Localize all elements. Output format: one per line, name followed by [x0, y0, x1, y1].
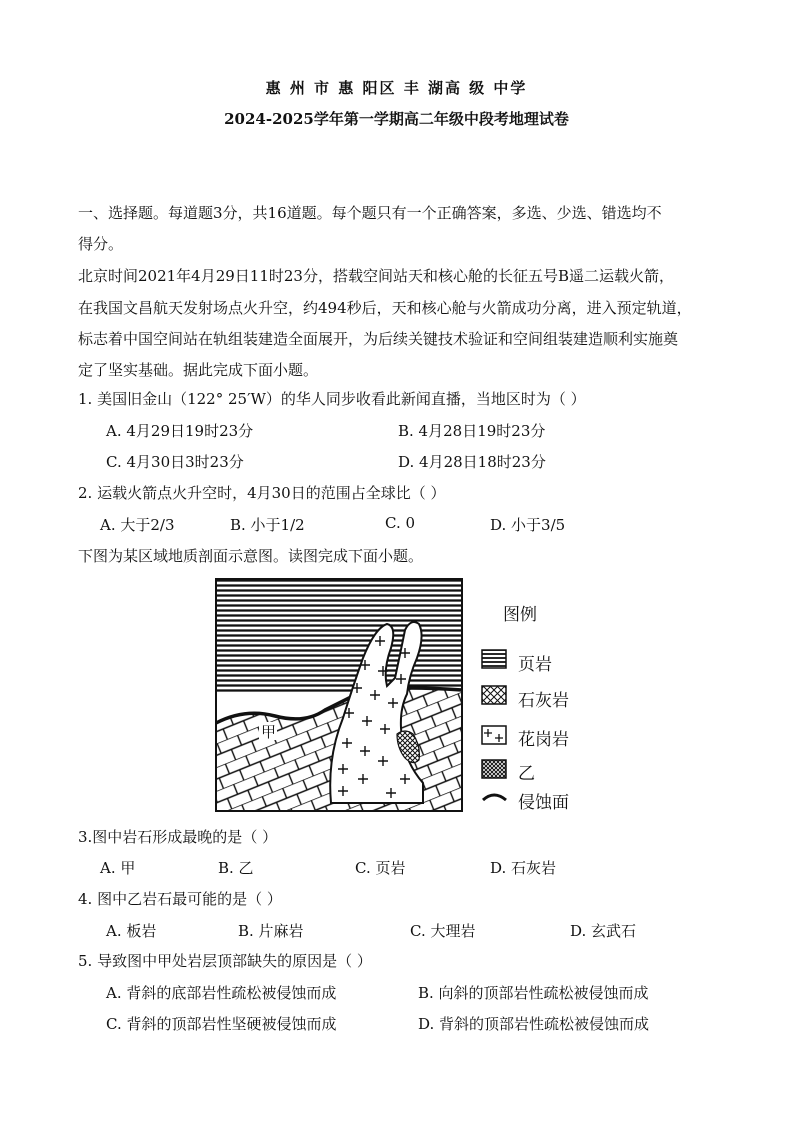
passage1-line: 北京时间2021年4月29日11时23分，搭载空间站天和核心舱的长征五号B遥二运载火箭，: [78, 267, 675, 285]
legend-title: 图例: [503, 605, 537, 625]
legend-shale-swatch: [482, 650, 506, 668]
question-5-option-d: D. 背斜的顶部岩性疏松被侵蚀而成: [418, 1015, 650, 1033]
legend-label-yi: 乙: [518, 764, 535, 784]
legend-label-shale: 页岩: [518, 655, 552, 675]
legend-label-erosion: 侵蚀面: [518, 793, 569, 813]
passage2-text: 下图为某区域地质剖面示意图。读图完成下面小题。: [78, 547, 424, 565]
legend-limestone-swatch: [482, 686, 506, 704]
exam-title: 2024-2025学年第一学期高二年级中段考地理试卷: [224, 110, 569, 128]
question-3-option-a: A. 甲: [100, 859, 136, 877]
question-4-option-a: A. 板岩: [106, 922, 157, 940]
question-4-option-b: B. 片麻岩: [238, 922, 304, 940]
question-5-option-b: B. 向斜的顶部岩性疏松被侵蚀而成: [418, 984, 649, 1002]
question-4-option-c: C. 大理岩: [410, 922, 476, 940]
question-2-option-c: C. 0: [385, 514, 416, 532]
question-2-option-a: A. 大于2/3: [100, 516, 175, 534]
passage1-line: 在我国文昌航天发射场点火升空，约494秒后，天和核心舱与火箭成功分离，进入预定轨道，: [78, 299, 692, 317]
passage1-line: 定了坚实基础。据此完成下面小题。: [78, 361, 319, 379]
question-1-option-d: D. 4月28日18时23分: [398, 453, 546, 471]
section-instruction-line2: 得分。: [78, 235, 124, 253]
legend-erosion-swatch: [483, 795, 506, 800]
question-3-option-b: B. 乙: [218, 859, 254, 877]
question-5-option-a: A. 背斜的底部岩性疏松被侵蚀而成: [106, 984, 337, 1002]
question-1-option-b: B. 4月28日19时23分: [398, 422, 546, 440]
legend-granite-swatch: [482, 726, 506, 744]
shale-layer: [216, 579, 462, 693]
question-2-option-b: B. 小于1/2: [230, 516, 305, 534]
question-4-option-d: D. 玄武石: [570, 922, 637, 940]
question-1-option-c: C. 4月30日3时23分: [106, 453, 244, 471]
passage1-line: 标志着中国空间站在轨组装建造全面展开，为后续关键技术验证和空间组装建造顺利实施奠: [78, 330, 679, 348]
question-5-stem: 5. 导致图中甲处岩层顶部缺失的原因是（ ）: [78, 952, 372, 970]
legend-yi-swatch: [482, 760, 506, 778]
question-5-option-c: C. 背斜的顶部岩性坚硬被侵蚀而成: [106, 1015, 337, 1033]
question-2-stem: 2. 运载火箭点火升空时，4月30日的范围占全球比（ ）: [78, 484, 446, 502]
question-2-option-d: D. 小于3/5: [490, 516, 566, 534]
question-1-stem: 1. 美国旧金山（122° 25′W）的华人同步收看此新闻直播，当地区时为（ ）: [78, 390, 586, 408]
legend-label-granite: 花岗岩: [518, 730, 569, 750]
section-instruction-line1: 一、选择题。每道题3分，共16道题。每个题只有一个正确答案，多选、少选、错选均不: [78, 204, 662, 222]
question-3-stem: 3.图中岩石形成最晚的是（ ）: [78, 828, 278, 846]
label-jia: 甲: [261, 723, 277, 741]
legend-label-limestone: 石灰岩: [518, 691, 569, 711]
legend-swatches: [480, 648, 510, 808]
question-3-option-d: D. 石灰岩: [490, 859, 557, 877]
question-3-option-c: C. 页岩: [355, 859, 406, 877]
question-1-option-a: A. 4月29日19时23分: [106, 422, 254, 440]
question-4-stem: 4. 图中乙岩石最可能的是（ ）: [78, 890, 282, 908]
school-name: 惠 州 市 惠 阳区 丰 湖高 级 中学: [265, 79, 528, 97]
geologic-cross-section: [215, 578, 463, 812]
